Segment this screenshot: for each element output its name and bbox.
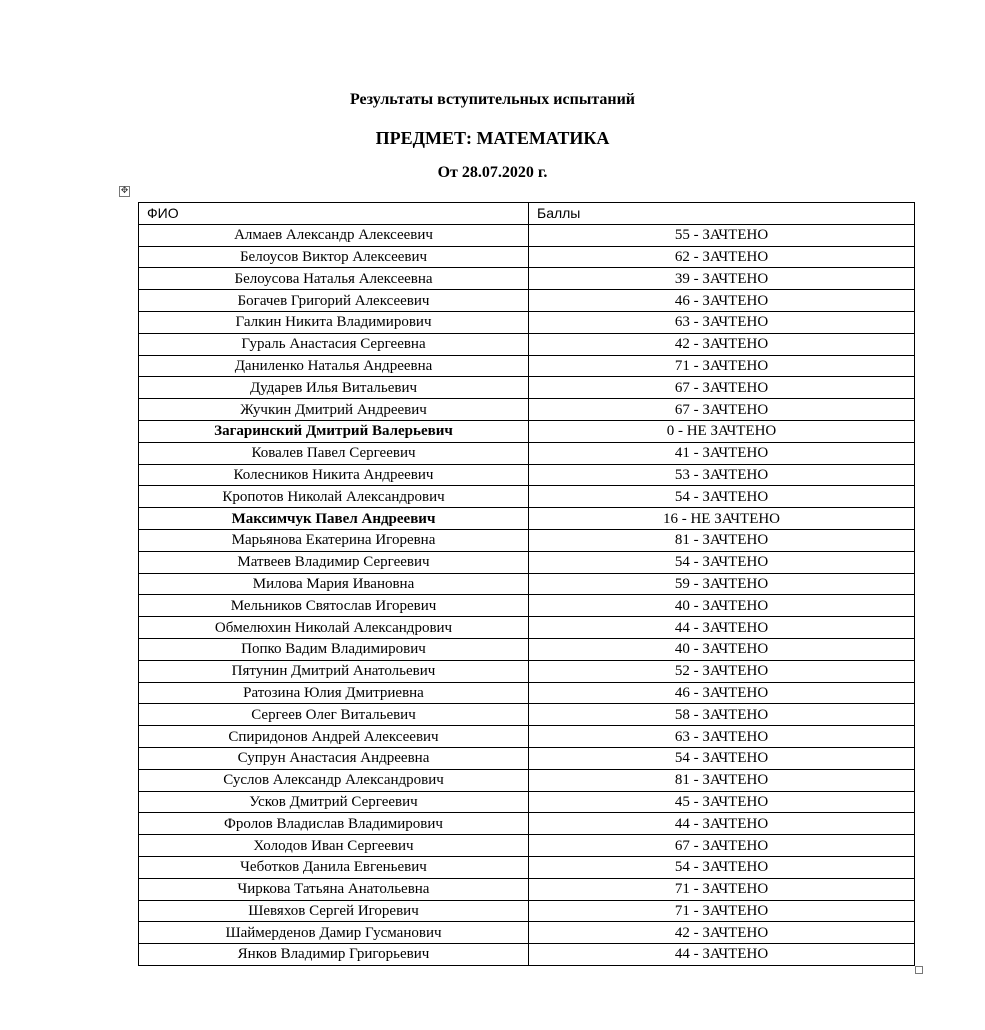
- table-row: [139, 246, 915, 268]
- score-cell: 0 - НЕ ЗАЧТЕНО: [529, 420, 915, 442]
- score-cell: 81 - ЗАЧТЕНО: [529, 769, 915, 791]
- score-cell: 59 - ЗАЧТЕНО: [529, 573, 915, 595]
- student-name-cell: Чиркова Татьяна Анатольевна: [139, 878, 529, 900]
- student-name-cell: Янков Владимир Григорьевич: [139, 944, 529, 966]
- score-cell: 81 - ЗАЧТЕНО: [529, 529, 915, 551]
- table-row: [139, 508, 915, 530]
- student-name-cell: Богачев Григорий Алексеевич: [139, 290, 529, 312]
- table-row: [139, 638, 915, 660]
- student-name-cell: Кропотов Николай Александрович: [139, 486, 529, 508]
- table-row: [139, 660, 915, 682]
- table-row: [139, 486, 915, 508]
- student-name-cell: Даниленко Наталья Андреевна: [139, 355, 529, 377]
- student-name-cell: Спиридонов Андрей Алексеевич: [139, 726, 529, 748]
- score-cell: 41 - ЗАЧТЕНО: [529, 442, 915, 464]
- table-row: [139, 224, 915, 246]
- table-row: [139, 311, 915, 333]
- table-row: [139, 290, 915, 312]
- table-row: [139, 464, 915, 486]
- student-name-cell: Белоусов Виктор Алексеевич: [139, 246, 529, 268]
- score-cell: 45 - ЗАЧТЕНО: [529, 791, 915, 813]
- student-name-cell: Обмелюхин Николай Александрович: [139, 617, 529, 639]
- score-cell: 63 - ЗАЧТЕНО: [529, 726, 915, 748]
- score-cell: 67 - ЗАЧТЕНО: [529, 835, 915, 857]
- table-row: [139, 573, 915, 595]
- score-cell: 54 - ЗАЧТЕНО: [529, 747, 915, 769]
- table-row: [139, 595, 915, 617]
- student-name-cell: Марьянова Екатерина Игоревна: [139, 529, 529, 551]
- student-name-cell: Холодов Иван Сергеевич: [139, 835, 529, 857]
- score-cell: 71 - ЗАЧТЕНО: [529, 878, 915, 900]
- subject-heading: ПРЕДМЕТ: МАТЕМАТИКА: [375, 128, 610, 148]
- student-name-cell: Суслов Александр Александрович: [139, 769, 529, 791]
- table-row: [139, 420, 915, 442]
- student-name-cell: Шевяхов Сергей Игоревич: [139, 900, 529, 922]
- header-name: ФИО: [139, 203, 529, 225]
- table-row: [139, 529, 915, 551]
- student-name-cell: Ратозина Юлия Дмитриевна: [139, 682, 529, 704]
- date-heading: От 28.07.2020 г.: [437, 164, 548, 181]
- score-cell: 42 - ЗАЧТЕНО: [529, 922, 915, 944]
- table-row: [139, 791, 915, 813]
- table-row: [139, 682, 915, 704]
- score-cell: 67 - ЗАЧТЕНО: [529, 377, 915, 399]
- table-row: [139, 704, 915, 726]
- table-row: [139, 355, 915, 377]
- student-name-cell: Мельников Святослав Игоревич: [139, 595, 529, 617]
- student-name-cell: Ковалев Павел Сергеевич: [139, 442, 529, 464]
- score-cell: 63 - ЗАЧТЕНО: [529, 311, 915, 333]
- student-name-cell: Колесников Никита Андреевич: [139, 464, 529, 486]
- table-row: [139, 944, 915, 966]
- table-row: [139, 747, 915, 769]
- table-body: [139, 224, 915, 965]
- student-name-cell: Чеботков Данила Евгеньевич: [139, 856, 529, 878]
- table-resize-handle-icon[interactable]: [915, 966, 923, 974]
- table-row: [139, 442, 915, 464]
- score-cell: 58 - ЗАЧТЕНО: [529, 704, 915, 726]
- header-score: Баллы: [529, 203, 915, 225]
- score-cell: 53 - ЗАЧТЕНО: [529, 464, 915, 486]
- table-row: [139, 878, 915, 900]
- table-row: [139, 769, 915, 791]
- score-cell: 54 - ЗАЧТЕНО: [529, 856, 915, 878]
- score-cell: 46 - ЗАЧТЕНО: [529, 682, 915, 704]
- table-move-handle-icon[interactable]: ✥: [120, 186, 129, 196]
- student-name-cell: Милова Мария Ивановна: [139, 573, 529, 595]
- score-cell: 54 - ЗАЧТЕНО: [529, 486, 915, 508]
- table-row: [139, 835, 915, 857]
- score-cell: 46 - ЗАЧТЕНО: [529, 290, 915, 312]
- table-row: [139, 333, 915, 355]
- table-row: [139, 377, 915, 399]
- student-name-cell: Белоусова Наталья Алексеевна: [139, 268, 529, 290]
- student-name-cell: Загаринский Дмитрий Валерьевич: [139, 420, 529, 442]
- score-cell: 71 - ЗАЧТЕНО: [529, 900, 915, 922]
- student-name-cell: Усков Дмитрий Сергеевич: [139, 791, 529, 813]
- score-cell: 16 - НЕ ЗАЧТЕНО: [529, 508, 915, 530]
- table-header-row: [139, 203, 915, 225]
- student-name-cell: Гураль Анастасия Сергеевна: [139, 333, 529, 355]
- table-row: [139, 268, 915, 290]
- table-row: [139, 551, 915, 573]
- table-row: [139, 900, 915, 922]
- student-name-cell: Жучкин Дмитрий Андреевич: [139, 399, 529, 421]
- student-name-cell: Сергеев Олег Витальевич: [139, 704, 529, 726]
- document-title: Результаты вступительных испытаний: [349, 91, 636, 108]
- score-cell: 39 - ЗАЧТЕНО: [529, 268, 915, 290]
- table-row: [139, 726, 915, 748]
- table-row: [139, 856, 915, 878]
- score-cell: 55 - ЗАЧТЕНО: [529, 224, 915, 246]
- score-cell: 54 - ЗАЧТЕНО: [529, 551, 915, 573]
- score-cell: 42 - ЗАЧТЕНО: [529, 333, 915, 355]
- student-name-cell: Максимчук Павел Андреевич: [139, 508, 529, 530]
- score-cell: 52 - ЗАЧТЕНО: [529, 660, 915, 682]
- student-name-cell: Пятунин Дмитрий Анатольевич: [139, 660, 529, 682]
- student-name-cell: Алмаев Александр Алексеевич: [139, 224, 529, 246]
- score-cell: 62 - ЗАЧТЕНО: [529, 246, 915, 268]
- student-name-cell: Попко Вадим Владимирович: [139, 638, 529, 660]
- score-cell: 71 - ЗАЧТЕНО: [529, 355, 915, 377]
- table-row: [139, 813, 915, 835]
- table-row: [139, 922, 915, 944]
- student-name-cell: Шаймерденов Дамир Гусманович: [139, 922, 529, 944]
- score-cell: 40 - ЗАЧТЕНО: [529, 595, 915, 617]
- student-name-cell: Матвеев Владимир Сергеевич: [139, 551, 529, 573]
- table-row: [139, 399, 915, 421]
- score-cell: 44 - ЗАЧТЕНО: [529, 944, 915, 966]
- student-name-cell: Супрун Анастасия Андреевна: [139, 747, 529, 769]
- score-cell: 44 - ЗАЧТЕНО: [529, 617, 915, 639]
- student-name-cell: Фролов Владислав Владимирович: [139, 813, 529, 835]
- student-name-cell: Галкин Никита Владимирович: [139, 311, 529, 333]
- results-table: [138, 202, 915, 966]
- score-cell: 67 - ЗАЧТЕНО: [529, 399, 915, 421]
- score-cell: 44 - ЗАЧТЕНО: [529, 813, 915, 835]
- student-name-cell: Дударев Илья Витальевич: [139, 377, 529, 399]
- score-cell: 40 - ЗАЧТЕНО: [529, 638, 915, 660]
- table-row: [139, 617, 915, 639]
